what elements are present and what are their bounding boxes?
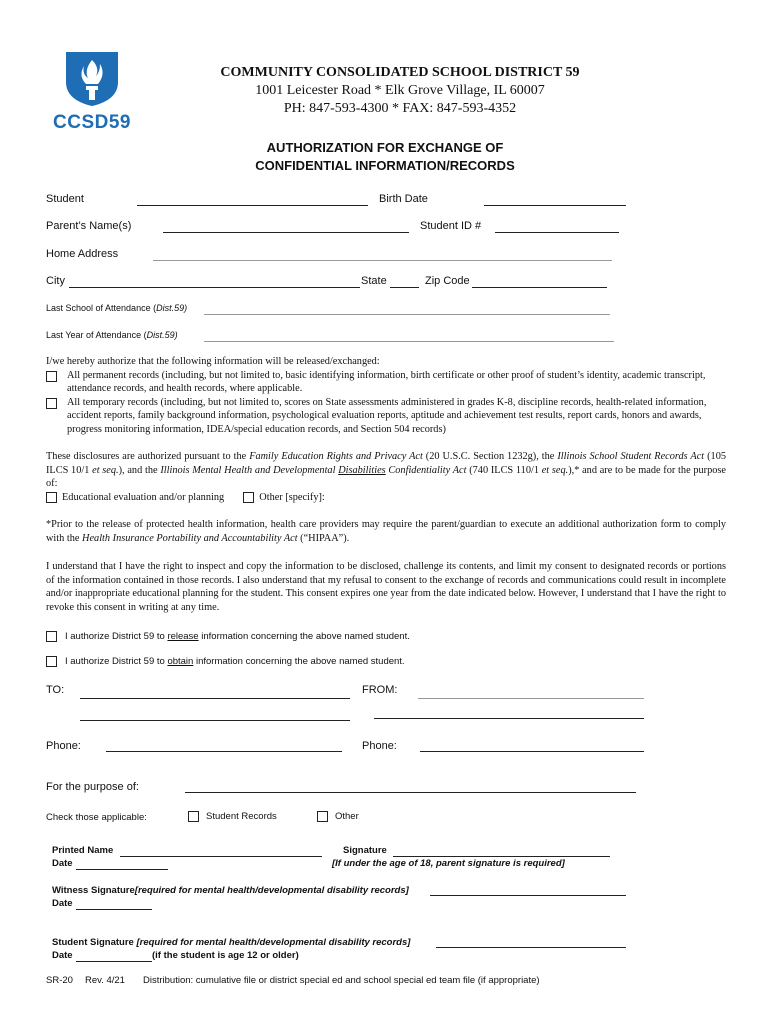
witness-date-field[interactable] <box>76 909 152 910</box>
permanent-records-checkbox[interactable] <box>46 371 57 382</box>
printed-name-label: Printed Name <box>52 845 114 856</box>
witness-date-label: Date <box>52 898 73 909</box>
obtain-checkbox[interactable] <box>46 656 57 667</box>
birth-date-label: Birth Date <box>379 193 428 205</box>
district-logo <box>52 48 132 138</box>
student-signature-field[interactable] <box>436 947 626 948</box>
home-address-field[interactable] <box>153 260 612 261</box>
form-title-line1: AUTHORIZATION FOR EXCHANGE OF <box>266 140 504 155</box>
other-checkbox[interactable] <box>317 811 328 822</box>
student-signature-note: [required for mental health/developmental disability records] <box>133 937 411 948</box>
footer-revision: Rev. 4/21 <box>85 975 125 986</box>
to-phone-label: Phone: <box>46 740 81 752</box>
student-label: Student <box>46 193 84 205</box>
city-label: City <box>46 275 65 287</box>
last-school-label: Last School of Attendance ( <box>46 303 157 313</box>
parents-names-label: Parent’s Name(s) <box>46 220 132 232</box>
temporary-records-checkbox[interactable] <box>46 398 57 409</box>
release-checkbox[interactable] <box>46 631 57 642</box>
signature-field[interactable] <box>393 856 610 857</box>
from-field-line2[interactable] <box>374 718 644 719</box>
state-field[interactable] <box>390 287 419 288</box>
district-phone: PH: 847-593-4300 * FAX: 847-593-4352 <box>283 101 517 116</box>
under-18-note: [If under the age of 18, parent signature is required] <box>332 858 565 869</box>
other-specify-checkbox[interactable] <box>243 492 254 503</box>
parents-names-field[interactable] <box>163 232 409 233</box>
to-field-line1[interactable] <box>80 698 350 699</box>
from-phone-field[interactable] <box>420 751 644 752</box>
printed-name-field[interactable] <box>120 856 322 857</box>
witness-signature-field[interactable] <box>430 895 626 896</box>
student-records-label: Student Records <box>206 811 277 823</box>
student-date-field[interactable] <box>76 961 152 962</box>
printed-date-field[interactable] <box>76 869 168 870</box>
student-id-label: Student ID # <box>420 220 482 232</box>
obtain-text: I authorize District 59 to obtain information concerning the above named student. <box>65 656 405 668</box>
last-year-label: Last Year of Attendance ( <box>46 330 147 340</box>
footer-distribution: Distribution: cumulative file or district special ed and school special ed team file (if appropriate) <box>143 975 540 986</box>
state-label: State <box>361 275 387 287</box>
student-field[interactable] <box>137 205 368 206</box>
from-field-line1[interactable] <box>418 698 644 699</box>
zip-label: Zip Code <box>425 275 470 287</box>
student-records-checkbox[interactable] <box>188 811 199 822</box>
to-field-line2[interactable] <box>80 720 350 721</box>
purpose-field[interactable] <box>185 792 636 793</box>
district-address: 1001 Leicester Road * Elk Grove Village, IL 60007 <box>255 83 545 98</box>
city-field[interactable] <box>69 287 360 288</box>
last-school-field[interactable] <box>204 314 610 315</box>
permanent-records-text: All permanent records (including, but not limited to, basic identifying information, birth certificate or other proof of student’s identity, academic transcript, attendance records, and health records, where applicable. <box>67 369 706 394</box>
release-text: I authorize District 59 to release information concerning the above named student. <box>65 631 410 643</box>
check-applicable-label: Check those applicable: <box>46 812 147 823</box>
other-label: Other <box>335 811 359 823</box>
from-label: FROM: <box>362 684 398 696</box>
signature-label: Signature <box>343 845 387 856</box>
temporary-records-text: All temporary records (including, but not limited to, scores on State assessments administered in grades K-8, discipline records, health-related information, accident reports, family background information, psychological evaluation reports, aptitude and achievement test results, report cards, honors and awards, progress monitoring information, IDEA/special education records, and Section 504 records) <box>67 396 707 435</box>
other-specify-label: Other [specify]: <box>259 491 325 503</box>
witness-signature-label: Witness Signature <box>52 885 135 896</box>
student-signature-label: Student Signature <box>52 937 134 948</box>
district-name: COMMUNITY CONSOLIDATED SCHOOL DISTRICT 59 <box>220 65 580 80</box>
student-id-field[interactable] <box>495 232 619 233</box>
form-title-line2: CONFIDENTIAL INFORMATION/RECORDS <box>255 158 515 173</box>
hipaa-note: *Prior to the release of protected health information, health care providers may require the parent/guardian to execute an additional authorization form to comply with the Health Insurance Portability and Accountability Act (“HIPAA”). <box>46 519 726 544</box>
footer-form-number: SR-20 <box>46 975 73 986</box>
disclosure-paragraph: These disclosures are authorized pursuant to the Family Education Rights and Privacy Act (20 U.S.C. Section 1232g), the Illinois School Student Records Act (105 ILCS 10/1 et seq.), and the Illinois Mental Health and Developmental Disabilities Confidentiality Act (740 ILCS 110/1 et seq.),* and are to be made for the purpose of: Educational evaluation and/or planning Other [specify]: <box>46 451 726 503</box>
torch-shield-icon <box>64 48 120 108</box>
zip-field[interactable] <box>472 287 607 288</box>
authorize-intro: I/we hereby authorize that the following information will be released/exchanged: <box>46 356 380 367</box>
purpose-label: For the purpose of: <box>46 781 139 793</box>
last-school-note: Dist.59) <box>156 303 188 313</box>
printed-date-label: Date <box>52 858 73 869</box>
student-date-note: (if the student is age 12 or older) <box>152 950 299 961</box>
birth-date-field[interactable] <box>484 205 626 206</box>
consent-paragraph: I understand that I have the right to inspect and copy the information to be disclosed, challenge its contents, and limit my consent to designated records or portions of the information contained in those records. I also understand that my refusal to consent to the exchange of records and communications could result in incomplete and/or inappropriate educational planning for the student. This consent expires one year from the date indicated below. However, I understand that I have the right to revoke this consent in writing at any time. <box>46 561 726 613</box>
witness-note: [required for mental health/developmental disability records] <box>134 885 409 896</box>
logo-text: CCSD59 <box>53 112 131 133</box>
student-date-label: Date <box>52 950 73 961</box>
home-address-label: Home Address <box>46 248 119 260</box>
from-phone-label: Phone: <box>362 740 397 752</box>
educational-evaluation-label: Educational evaluation and/or planning <box>62 491 225 503</box>
last-year-field[interactable] <box>204 341 614 342</box>
to-label: TO: <box>46 684 65 696</box>
educational-evaluation-checkbox[interactable] <box>46 492 57 503</box>
last-year-note: Dist.59) <box>146 330 178 340</box>
to-phone-field[interactable] <box>106 751 342 752</box>
